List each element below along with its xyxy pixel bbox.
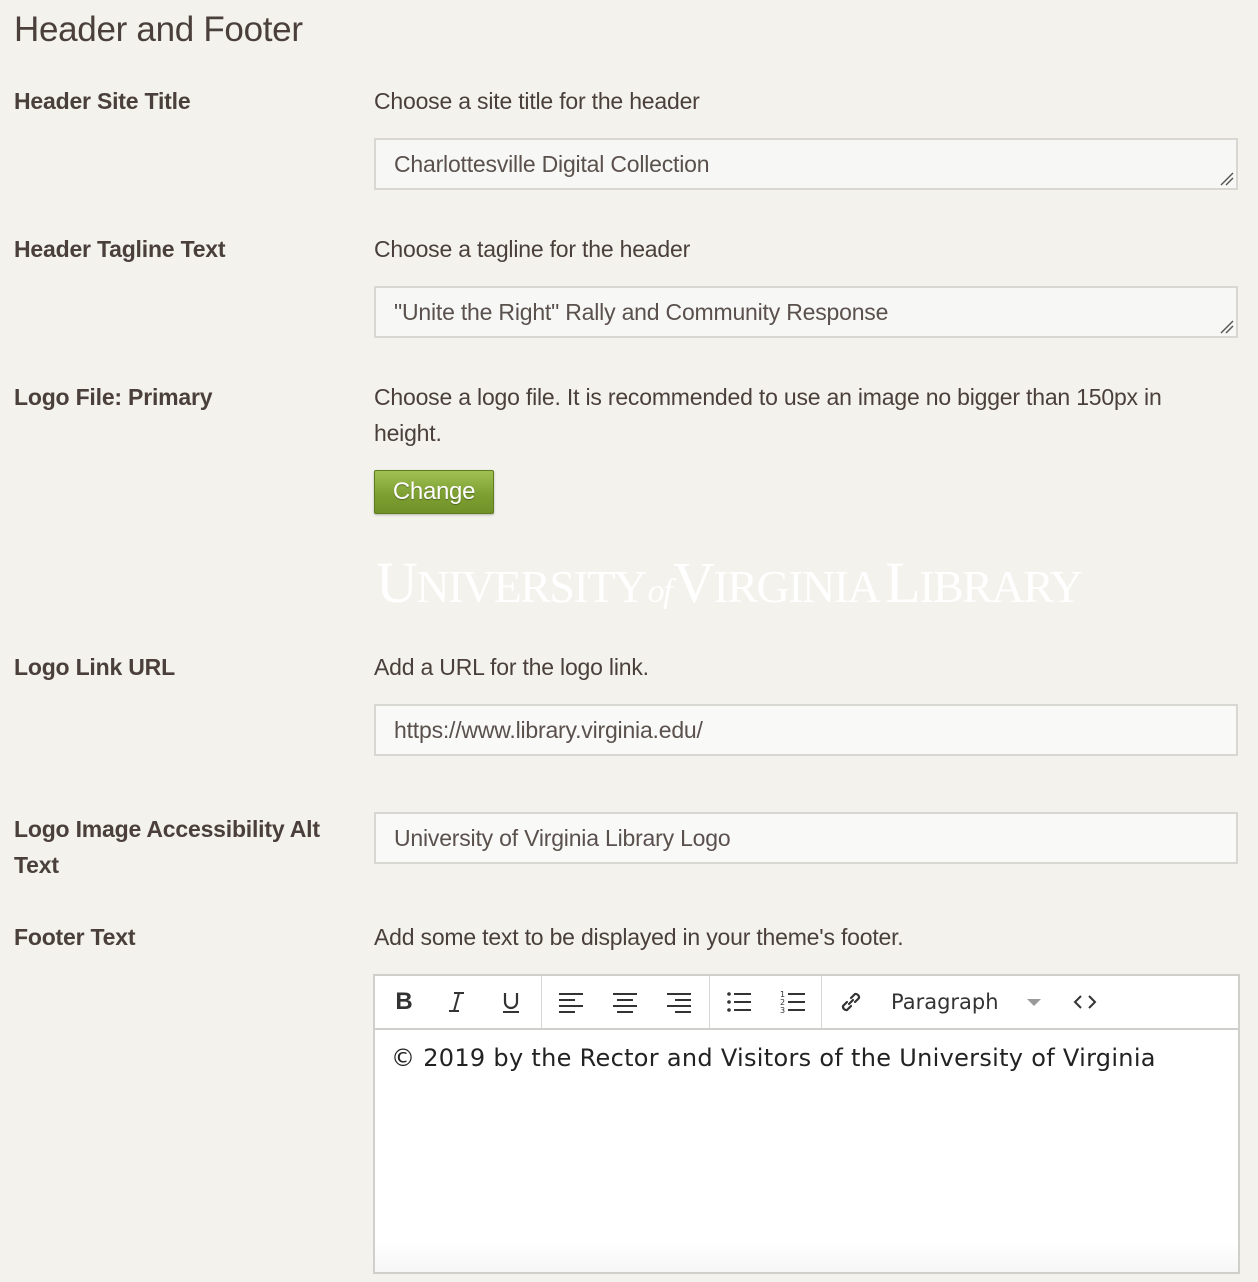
italic-button[interactable]: [437, 984, 477, 1020]
tagline-label: Header Tagline Text: [14, 236, 226, 262]
align-center-icon: [612, 990, 638, 1014]
logo-alt-input[interactable]: [374, 812, 1238, 864]
align-left-button[interactable]: [551, 984, 591, 1020]
logo-link-description: Add a URL for the logo link.: [374, 654, 649, 680]
logo-link-value: https://www.library.virginia.edu/: [394, 717, 703, 743]
editor-bottom-edge: [375, 1242, 1238, 1272]
change-logo-button[interactable]: Change: [374, 470, 494, 514]
svg-text:1: 1: [780, 990, 786, 999]
format-select[interactable]: [883, 984, 1043, 1020]
underline-button[interactable]: [491, 984, 531, 1020]
resize-grip-icon[interactable]: [1218, 318, 1234, 334]
bold-button[interactable]: [384, 984, 424, 1020]
format-selected-value: Paragraph: [891, 990, 999, 1014]
site-title-description: Choose a site title for the header: [374, 88, 700, 114]
site-title-textarea[interactable]: [374, 138, 1238, 190]
footer-editor-content[interactable]: © 2019 by the Rector and Visitors of the University of Virginia: [391, 1044, 1156, 1072]
logo-alt-value: University of Virginia Library Logo: [394, 825, 731, 851]
site-title-label: Header Site Title: [14, 88, 191, 114]
tagline-description: Choose a tagline for the header: [374, 236, 691, 262]
chevron-down-icon: [1027, 999, 1041, 1006]
university-of-virginia-library-logo: [374, 546, 1238, 616]
svg-text:UNIVERSITYofVIRGINIALIBRARY: UNIVERSITYofVIRGINIA LIBRARY: [376, 550, 1082, 615]
logo-link-label: Logo Link URL: [14, 654, 175, 680]
svg-text:3: 3: [780, 1006, 786, 1015]
page-title: Header and Footer: [14, 10, 303, 49]
toolbar-divider: [541, 976, 542, 1028]
numbered-list-button[interactable]: [773, 984, 813, 1020]
bold-icon: B: [395, 988, 413, 1015]
underline-icon: [499, 990, 523, 1014]
code-icon: [1072, 992, 1098, 1012]
logo-primary-label: Logo File: Primary: [14, 384, 213, 410]
logo-link-input[interactable]: [374, 704, 1238, 756]
link-button[interactable]: [831, 984, 871, 1020]
align-right-icon: [666, 990, 692, 1014]
align-right-button[interactable]: [659, 984, 699, 1020]
italic-icon: [445, 990, 469, 1014]
tagline-value: "Unite the Right" Rally and Community Response: [394, 299, 889, 325]
align-center-button[interactable]: [605, 984, 645, 1020]
tagline-textarea[interactable]: [374, 286, 1238, 338]
source-code-button[interactable]: [1065, 984, 1105, 1020]
bulleted-list-button[interactable]: [719, 984, 759, 1020]
footer-text-label: Footer Text: [14, 924, 136, 950]
numbered-list-icon: [780, 989, 806, 1015]
svg-text:2: 2: [780, 998, 786, 1007]
footer-rich-text-editor[interactable]: [373, 974, 1240, 1274]
align-left-icon: [558, 990, 584, 1014]
resize-grip-icon[interactable]: [1218, 170, 1234, 186]
editor-toolbar: [375, 976, 1238, 1030]
toolbar-divider: [709, 976, 710, 1028]
toolbar-divider: [821, 976, 822, 1028]
logo-primary-description: Choose a logo file. It is recommended to use an image no bigger than 150px in height.: [374, 384, 1162, 446]
logo-alt-label: Logo Image Accessibility Alt Text: [14, 816, 320, 878]
site-title-value: Charlottesville Digital Collection: [394, 151, 710, 177]
link-icon: [838, 989, 864, 1015]
bulleted-list-icon: [726, 990, 752, 1014]
footer-text-description: Add some text to be displayed in your theme's footer.: [374, 924, 904, 950]
